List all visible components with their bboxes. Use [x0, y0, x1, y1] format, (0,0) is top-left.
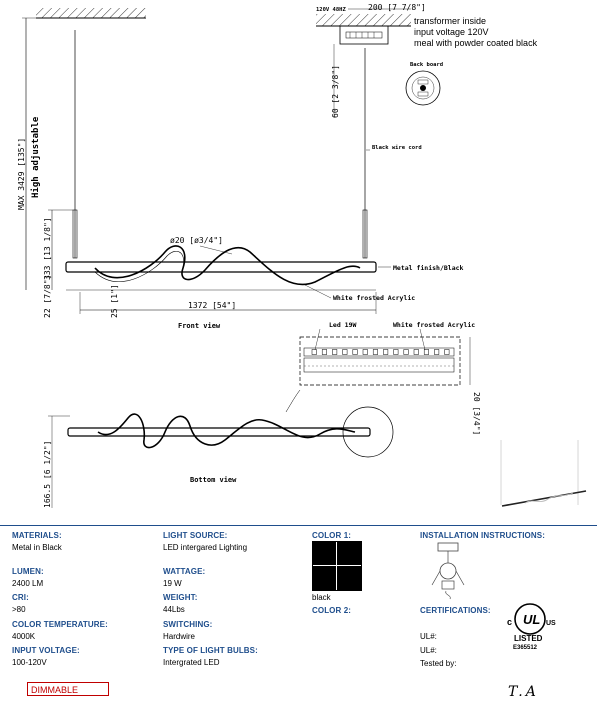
svg-text:166.5 [6 1/2"]: 166.5 [6 1/2"]	[43, 440, 52, 508]
svg-text:1372 [54"]: 1372 [54"]	[188, 301, 237, 310]
switching-label: SWITCHING:	[163, 620, 213, 629]
led-chip	[394, 350, 399, 355]
led-chip	[434, 350, 439, 355]
callout-line-1: transformer inside	[414, 16, 487, 26]
svg-text:200 [7 7/8"]: 200 [7 7/8"]	[368, 3, 426, 12]
svg-text:20 [3/4"]: 20 [3/4"]	[472, 392, 481, 436]
ceiling-front	[36, 8, 146, 18]
ul-c-mark: c	[507, 617, 513, 627]
lumen-value: 2400 LM	[12, 579, 44, 588]
section-detail	[286, 321, 481, 435]
dimmable-badge: DIMMABLE	[27, 682, 109, 696]
led-chip	[332, 350, 337, 355]
high-adjustable-label: High adjustable	[31, 116, 41, 198]
led-chip	[414, 350, 419, 355]
callout-line-3: meal with powder coated black	[414, 38, 538, 48]
cri-label: CRI:	[12, 593, 29, 602]
ul-listed-text: LISTED	[514, 634, 543, 643]
product-thumbnail	[501, 440, 586, 506]
led-chip	[343, 350, 348, 355]
input-voltage-value: 100-120V	[12, 658, 47, 667]
installation-label: INSTALLATION INSTRUCTIONS:	[420, 531, 545, 540]
led-chip	[312, 350, 317, 355]
lumen-label: LUMEN:	[12, 567, 44, 576]
color-temp-label: COLOR TEMPERATURE:	[12, 620, 108, 629]
led-chip	[424, 350, 429, 355]
svg-text:Front view: Front view	[178, 322, 221, 330]
color1-label: COLOR 1:	[312, 531, 352, 540]
certifications-label: CERTIFICATIONS:	[420, 606, 491, 615]
color1-swatch	[312, 541, 362, 591]
installation-diagram	[424, 541, 472, 601]
back-board	[406, 62, 443, 105]
svg-text:Bottom view: Bottom view	[190, 476, 237, 484]
input-voltage-label: INPUT VOLTAGE:	[12, 646, 80, 655]
svg-text:120V 48HZ: 120V 48HZ	[316, 7, 346, 13]
svg-text:Back board: Back board	[410, 62, 444, 68]
svg-text:25 [1"]: 25 [1"]	[110, 284, 119, 318]
svg-text:60 [2 3/8"]: 60 [2 3/8"]	[331, 65, 340, 118]
led-chip	[404, 350, 409, 355]
svg-text:333 [13 1/8"]: 333 [13 1/8"]	[43, 217, 52, 280]
light-source-value: LED intergared Lighting	[163, 543, 248, 552]
bulbs-value: Intergrated LED	[163, 658, 220, 667]
svg-text:22 [7/8"]: 22 [7/8"]	[43, 274, 52, 318]
svg-text:White frosted Acrylic: White frosted Acrylic	[333, 294, 416, 302]
led-chip	[353, 350, 358, 355]
ul-number-1: UL#:	[420, 632, 437, 641]
light-source-label: LIGHT SOURCE:	[163, 531, 228, 540]
weight-value: 44Lbs	[163, 605, 185, 614]
led-chip	[445, 350, 450, 355]
color-temp-value: 4000K	[12, 632, 36, 641]
led-chip	[373, 350, 378, 355]
ul-listed-logo	[503, 598, 559, 654]
ul-us-mark: US	[546, 620, 556, 627]
switching-value: Hardwire	[163, 632, 196, 641]
dim-drop	[43, 210, 73, 318]
fixture-front-view	[66, 246, 376, 290]
tested-by: Tested by:	[420, 659, 457, 668]
ceiling-canopy	[316, 3, 426, 118]
svg-text:Led 19W: Led 19W	[329, 321, 357, 329]
color1-value: black	[312, 593, 331, 602]
wattage-label: WATTAGE:	[163, 567, 206, 576]
led-chip	[363, 350, 368, 355]
callout-line-2: input voltage 120V	[414, 27, 489, 37]
bulbs-label: TYPE OF LIGHT BULBS:	[163, 646, 258, 655]
materials-label: MATERIALS:	[12, 531, 62, 540]
max-height-label: MAX 3429 [135"]	[17, 137, 26, 210]
spec-divider	[0, 525, 597, 526]
led-chip	[383, 350, 388, 355]
svg-text:Metal finish/Black: Metal finish/Black	[393, 264, 464, 272]
fixture-bottom-view	[43, 407, 393, 508]
svg-text:Black wire cord: Black wire cord	[372, 145, 422, 151]
ul-code-text: E365512	[513, 645, 538, 651]
cri-value: >80	[12, 605, 26, 614]
materials-value: Metal in Black	[12, 543, 62, 552]
svg-text:ø20 [ø3/4"]: ø20 [ø3/4"]	[170, 236, 223, 245]
ul-number-2: UL#:	[420, 646, 437, 655]
weight-label: WEIGHT:	[163, 593, 198, 602]
led-chip	[322, 350, 327, 355]
transformer-callout	[414, 16, 537, 49]
color2-label: COLOR 2:	[312, 606, 352, 615]
ul-mark-text: UL	[523, 612, 541, 627]
signature: T.A	[508, 684, 539, 700]
svg-text:White frosted Acrylic: White frosted Acrylic	[393, 321, 476, 329]
wattage-value: 19 W	[163, 579, 182, 588]
